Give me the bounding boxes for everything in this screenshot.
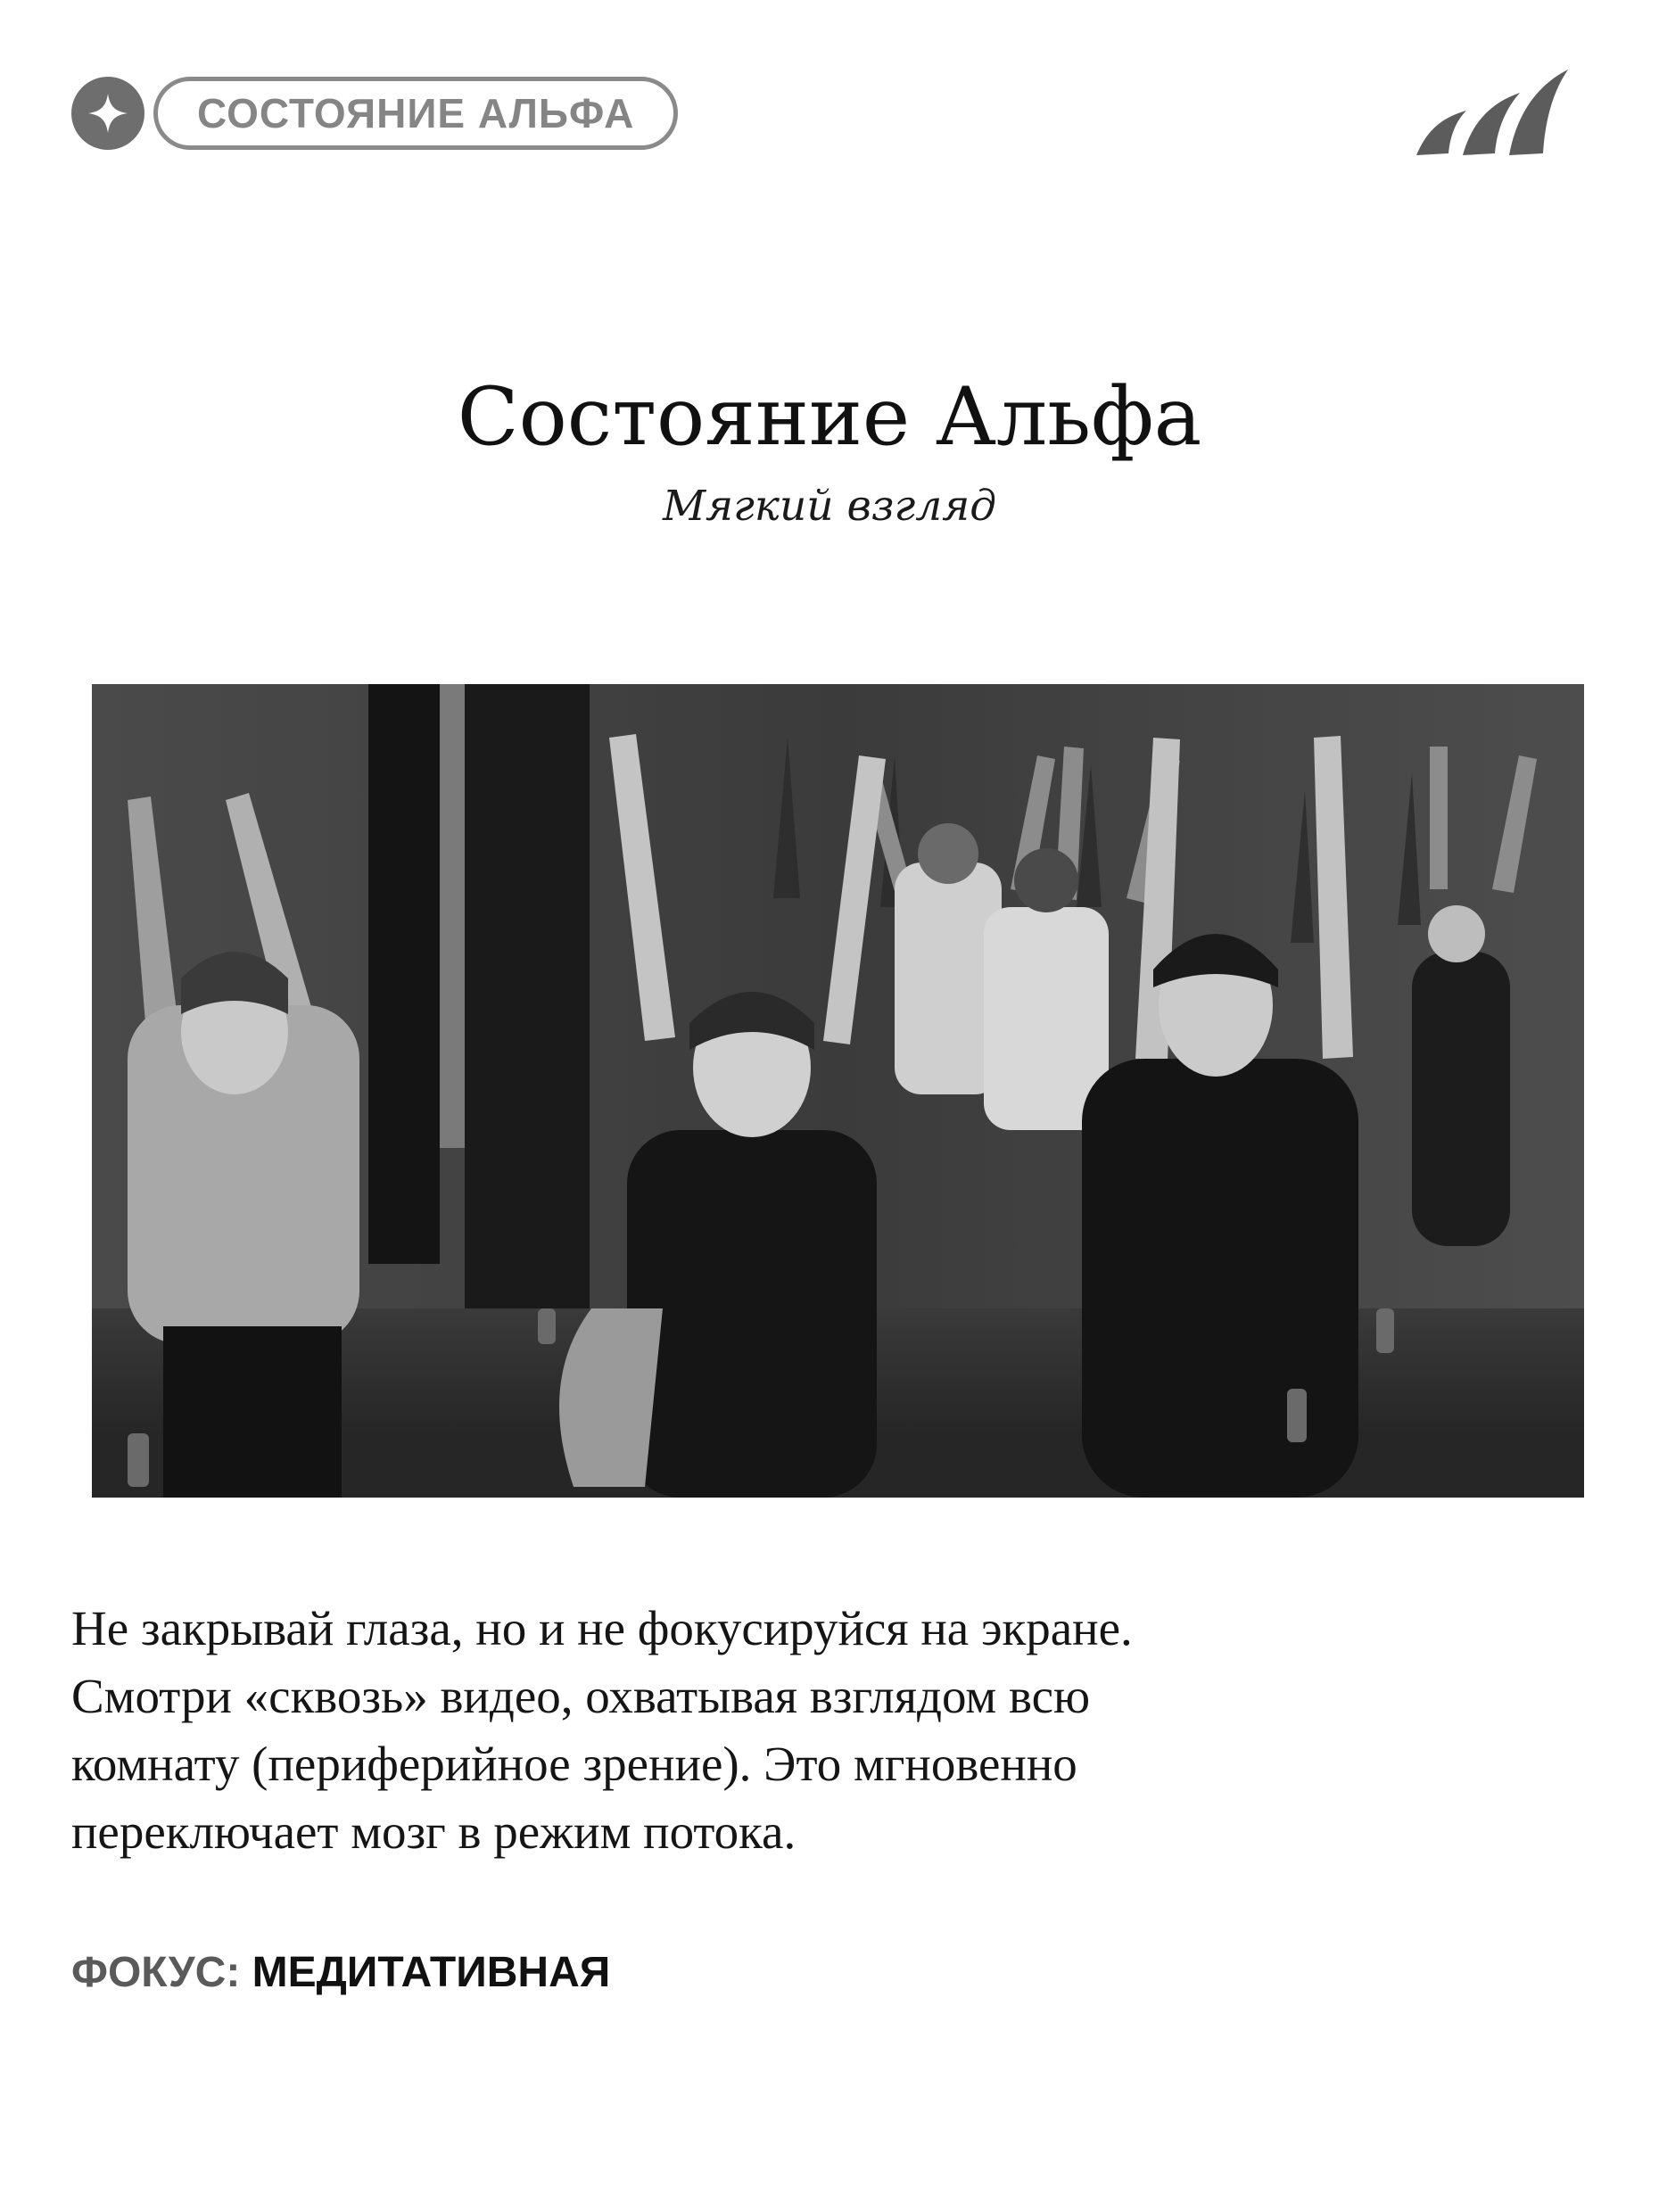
category-pill: [153, 77, 678, 150]
brand-logo-icon: [1409, 66, 1572, 159]
page-subtitle: Мягкий взгляд: [662, 482, 997, 531]
description-text: [71, 1595, 1588, 1866]
description-line: Смотри «сквозь» видео, охватывая взглядом всю: [71, 1669, 1091, 1723]
page-title: Состояние Альфа: [457, 370, 1202, 464]
focus-label: ФОКУС:: [71, 1949, 241, 1996]
description-line: переключает мозг в режим потока.: [71, 1804, 796, 1859]
description-line: комнату (периферийное зрение). Это мгновенно: [71, 1737, 1077, 1791]
focus-value: МЕДИТАТИВНАЯ: [252, 1949, 611, 1996]
sparkle-icon: [71, 77, 144, 150]
header-badge: [71, 77, 678, 150]
focus-line: [71, 1946, 610, 2000]
category-label: СОСТОЯНИЕ АЛЬФА: [197, 90, 635, 136]
yoga-class-photo: [92, 684, 1584, 1498]
description-line: Не закрывай глаза, но и не фокусируйся на экране.: [71, 1601, 1133, 1655]
